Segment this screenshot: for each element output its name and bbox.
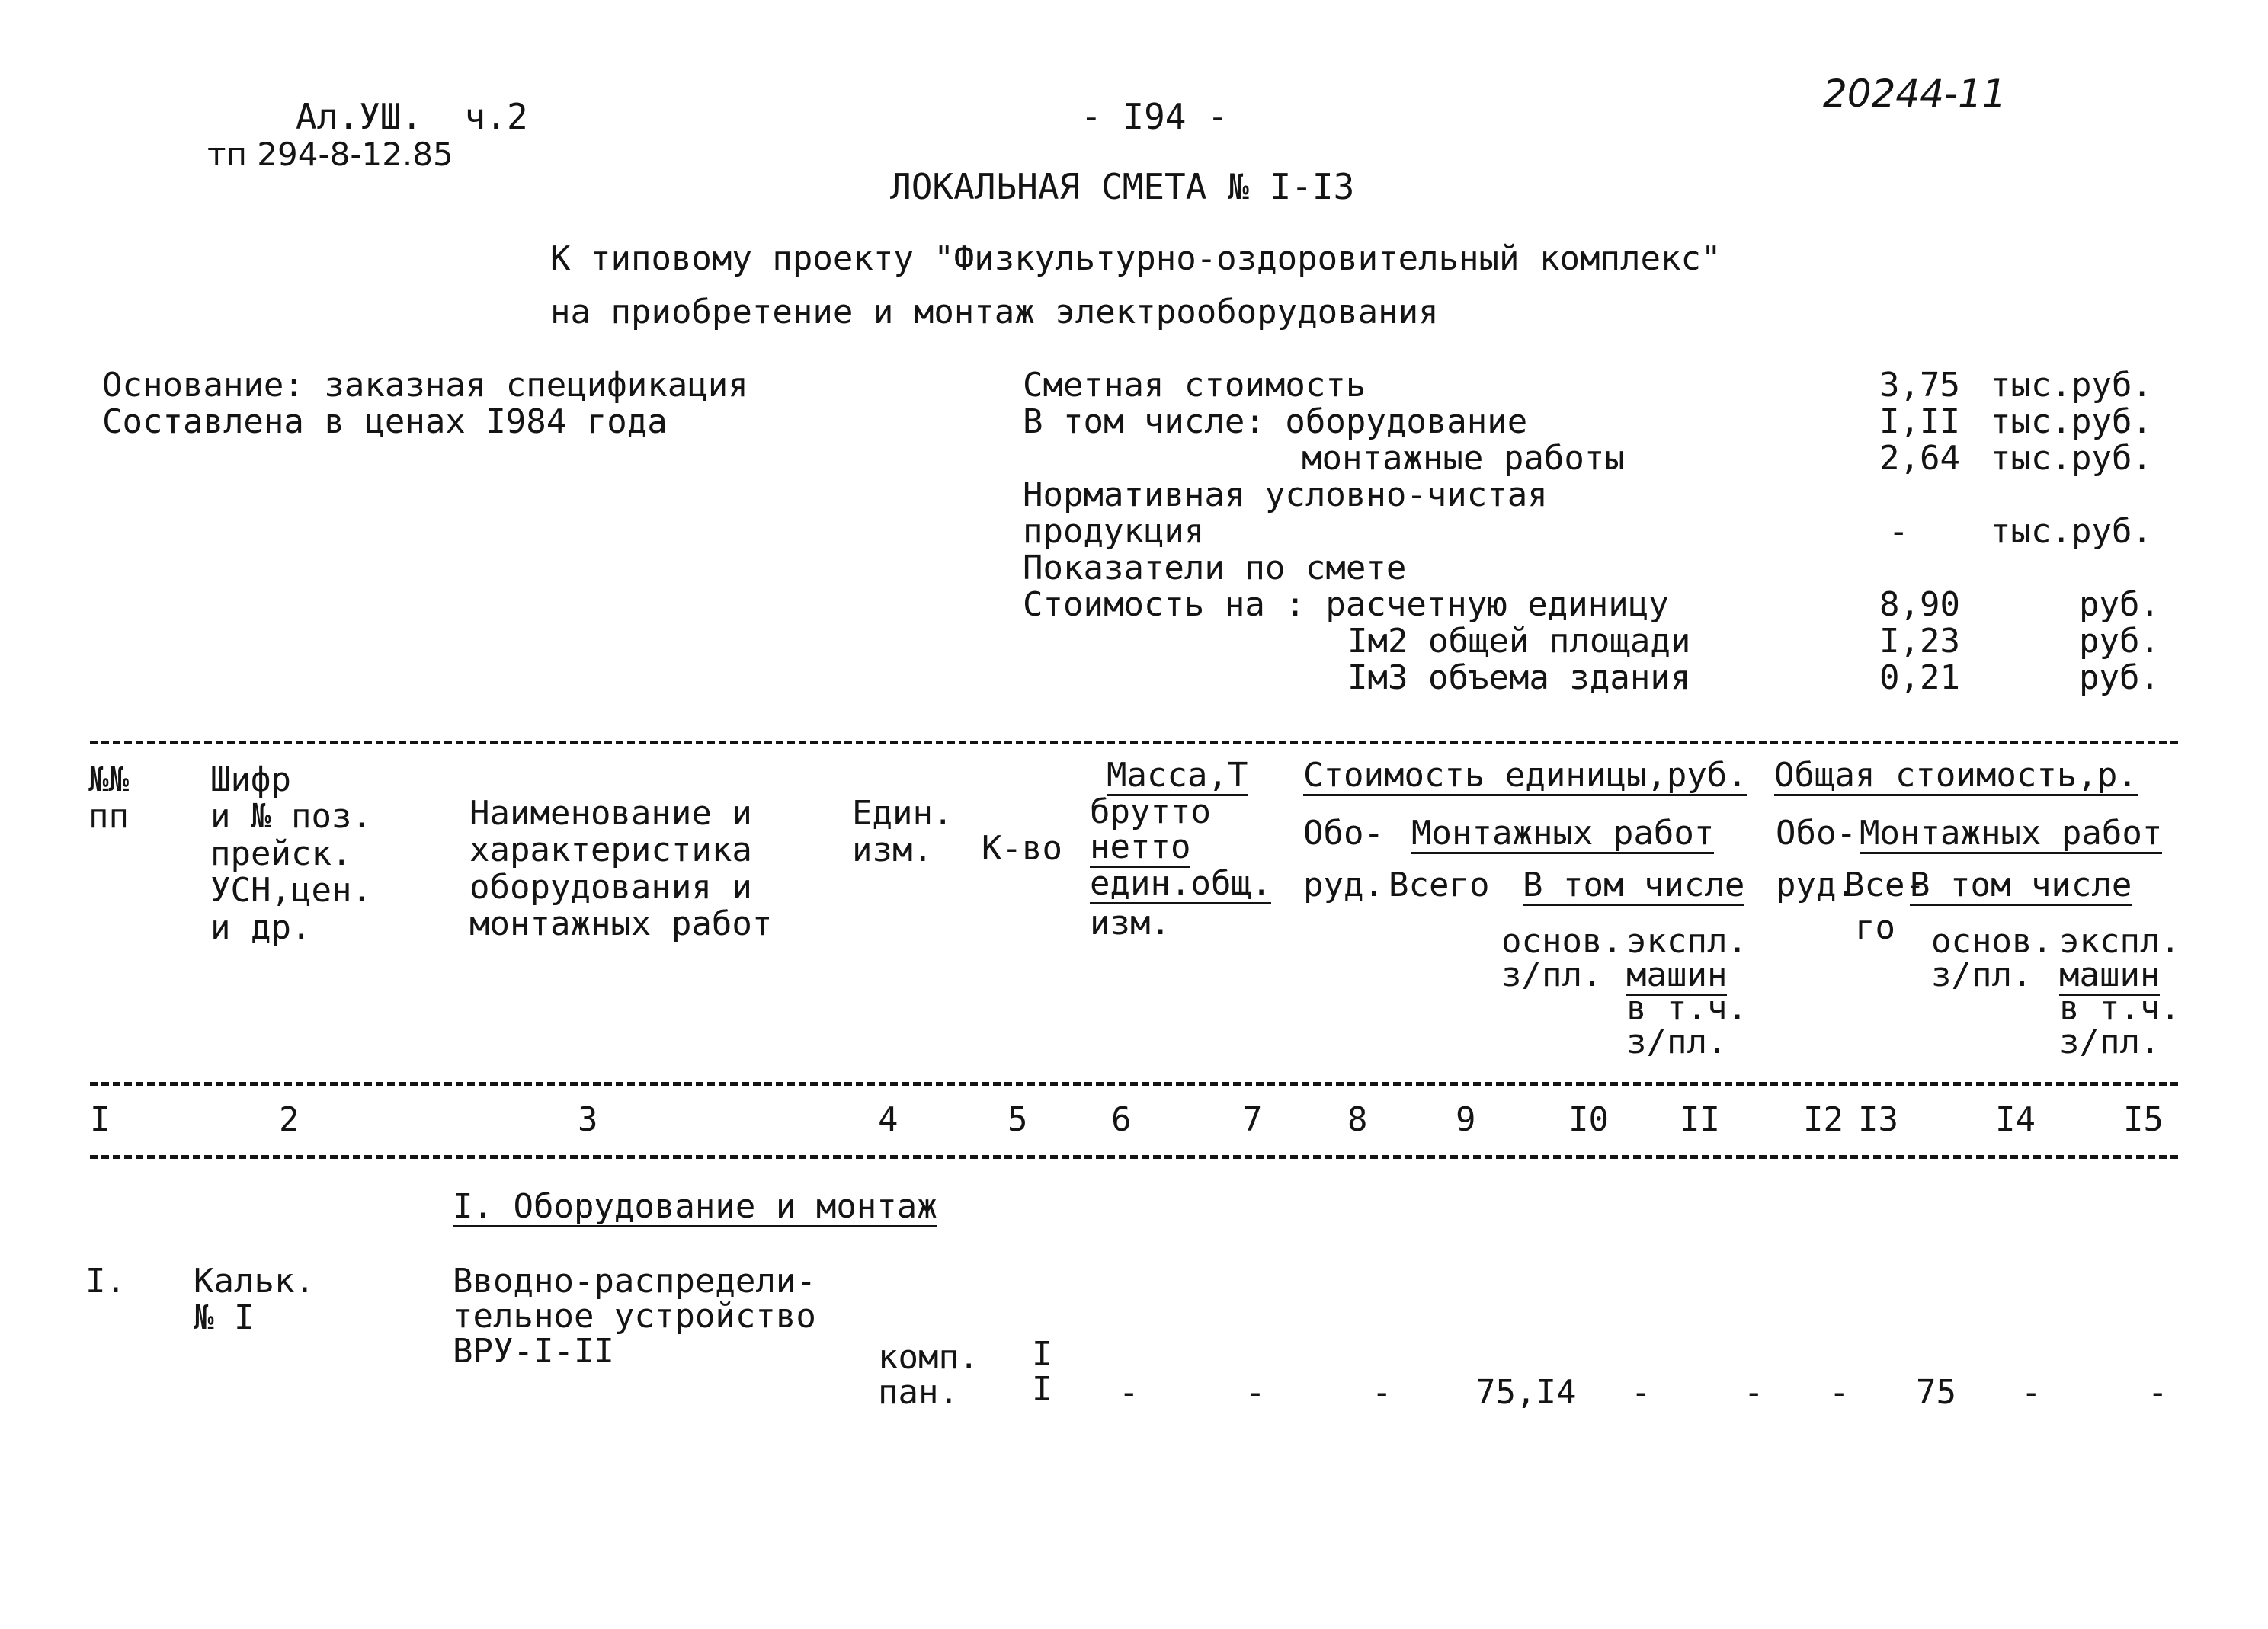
table-top-rule xyxy=(90,741,2178,744)
header-total-2b: го xyxy=(1855,908,1895,947)
summary-value: 8,90 xyxy=(1879,585,1960,624)
handwritten-number: 20244-11 xyxy=(1823,72,2007,116)
summary-label: Iм2 общей площади xyxy=(1347,622,1691,661)
row-unit: комп. xyxy=(878,1338,979,1377)
row-quantity-2: I xyxy=(1032,1370,1052,1409)
column-number: 4 xyxy=(878,1100,899,1139)
header-total: Всего xyxy=(1389,866,1490,904)
header-total-2: Все- xyxy=(1844,866,1925,904)
column-number-rule xyxy=(90,1155,2178,1159)
header-code: Шифр и № поз. прейск. УСН,цен. и др. xyxy=(210,760,372,947)
summary-value: 0,21 xyxy=(1879,658,1960,697)
summary-unit: тыс.руб. xyxy=(1991,366,2152,405)
header-machines: экспл. xyxy=(1626,922,1747,961)
summary-label: продукция xyxy=(1023,512,1205,551)
page-number: - I94 - xyxy=(1081,96,1228,137)
row-quantity: I xyxy=(1032,1335,1052,1374)
document-title: ЛОКАЛЬНАЯ СМЕТА № I-I3 xyxy=(890,166,1355,207)
column-number: 8 xyxy=(1347,1100,1368,1139)
row-equipment-total: - xyxy=(1829,1373,1850,1412)
header-number: №№ пп xyxy=(88,760,129,837)
row-mass-net: - xyxy=(1245,1373,1266,1412)
summary-value: I,23 xyxy=(1879,622,1960,661)
summary-value: 3,75 xyxy=(1879,366,1960,405)
row-number: I. xyxy=(85,1262,126,1301)
header-mass-measure: изм. xyxy=(1090,904,1171,943)
summary-label: монтажные работы xyxy=(1302,439,1625,478)
row-name-2: тельное устройство xyxy=(453,1297,816,1336)
basis-line-1: Основание: заказная спецификация xyxy=(102,366,748,405)
row-name: Вводно-распредели- xyxy=(453,1262,816,1301)
header-including-total: В том числе xyxy=(1910,866,2132,904)
header-mass: Масса,Т xyxy=(1107,756,1248,795)
header-equipment-total-2: руд. xyxy=(1776,866,1856,904)
subtitle-line-1: К типовому проекту "Физкультурно-оздоровительный комплекс" xyxy=(550,239,1722,278)
header-machines-total-2: машин xyxy=(2059,955,2161,994)
header-machines-4: з/пл. xyxy=(1626,1023,1728,1061)
row-mass-gross: - xyxy=(1119,1373,1139,1412)
summary-unit: руб. xyxy=(2079,585,2160,624)
header-equipment: Обо- xyxy=(1303,814,1384,853)
header-base-pay-2: з/пл. xyxy=(1501,955,1603,994)
row-unit-2: пан. xyxy=(878,1373,959,1412)
header-base-pay: основ. xyxy=(1501,922,1623,961)
header-machines-total-3: в т.ч. xyxy=(2059,989,2180,1028)
row-code: Кальк. xyxy=(194,1262,315,1301)
summary-unit: тыс.руб. xyxy=(1991,439,2152,478)
header-machines-total: экспл. xyxy=(2059,922,2180,961)
summary-label: Стоимость на : расчетную единицу xyxy=(1023,585,1669,624)
column-number: I0 xyxy=(1568,1100,1609,1139)
header-machines-total-4: з/пл. xyxy=(2059,1023,2161,1061)
row-name-3: ВРУ-I-II xyxy=(453,1332,614,1371)
row-machines: - xyxy=(1744,1373,1764,1412)
column-number: 2 xyxy=(279,1100,300,1139)
header-unit-cost: Стоимость единицы,руб. xyxy=(1303,756,1747,795)
header-machines-3: в т.ч. xyxy=(1626,989,1747,1028)
summary-label: Сметная стоимость xyxy=(1023,366,1366,405)
column-number: I3 xyxy=(1858,1100,1898,1139)
row-installation-cost: 75,I4 xyxy=(1475,1373,1577,1412)
summary-unit: руб. xyxy=(2079,658,2160,697)
column-number: 5 xyxy=(1007,1100,1028,1139)
basis-line-2: Составлена в ценах I984 года xyxy=(102,402,668,441)
summary-value: 2,64 xyxy=(1879,439,1960,478)
header-quantity: К-во xyxy=(982,829,1062,868)
column-number: I4 xyxy=(1995,1100,2036,1139)
column-number: 6 xyxy=(1111,1100,1132,1139)
header-name: Наименование и характеристика оборудования и монтажных работ xyxy=(469,794,773,944)
header-base-pay-total: основ. xyxy=(1931,922,2052,961)
column-number: I xyxy=(90,1100,111,1139)
row-installation-total: 75 xyxy=(1916,1373,1956,1412)
section-title: I. Оборудование и монтаж xyxy=(453,1187,937,1226)
header-equipment-total: Обо- xyxy=(1776,814,1856,853)
header-mass-gross: брутто xyxy=(1090,792,1211,831)
summary-value: I,II xyxy=(1879,402,1960,441)
header-total-cost: Общая стоимость,р. xyxy=(1774,756,2138,795)
column-number: I5 xyxy=(2123,1100,2164,1139)
header-bottom-rule xyxy=(90,1082,2178,1086)
album-label: Ал.УШ. ч.2 xyxy=(296,96,528,137)
header-including: В том числе xyxy=(1523,866,1745,904)
summary-unit: тыс.руб. xyxy=(1991,402,2152,441)
header-mass-net: нетто xyxy=(1090,827,1191,866)
column-number: 3 xyxy=(578,1100,598,1139)
summary-label: Показатели по смете xyxy=(1023,549,1407,587)
summary-unit: тыс.руб. xyxy=(1991,512,2152,551)
header-equipment-2: руд. xyxy=(1303,866,1384,904)
summary-label: В том числе: оборудование xyxy=(1023,402,1528,441)
header-unit: Един. изм. xyxy=(852,794,953,870)
column-number: I2 xyxy=(1803,1100,1844,1139)
column-number: II xyxy=(1680,1100,1720,1139)
summary-unit: руб. xyxy=(2079,622,2160,661)
row-machines-total: - xyxy=(2148,1373,2168,1412)
summary-value: - xyxy=(1888,512,1909,551)
header-installation: Монтажных работ xyxy=(1411,814,1715,853)
row-base-pay-total: - xyxy=(2021,1373,2042,1412)
header-installation-total: Монтажных работ xyxy=(1860,814,2163,853)
row-equipment-cost: - xyxy=(1372,1373,1392,1412)
project-code: тп 294-8-12.85 xyxy=(207,136,453,173)
header-machines-2: машин xyxy=(1626,955,1728,994)
row-base-pay: - xyxy=(1631,1373,1651,1412)
column-number: 9 xyxy=(1456,1100,1476,1139)
header-base-pay-total-2: з/пл. xyxy=(1931,955,2033,994)
subtitle-line-2: на приобретение и монтаж электрооборудования xyxy=(550,293,1439,331)
summary-label: Iм3 объема здания xyxy=(1347,658,1691,697)
row-code-2: № I xyxy=(194,1298,255,1337)
header-mass-unit-total: един.общ. xyxy=(1090,864,1272,903)
column-number: 7 xyxy=(1242,1100,1263,1139)
summary-label: Нормативная условно-чистая xyxy=(1023,475,1548,514)
